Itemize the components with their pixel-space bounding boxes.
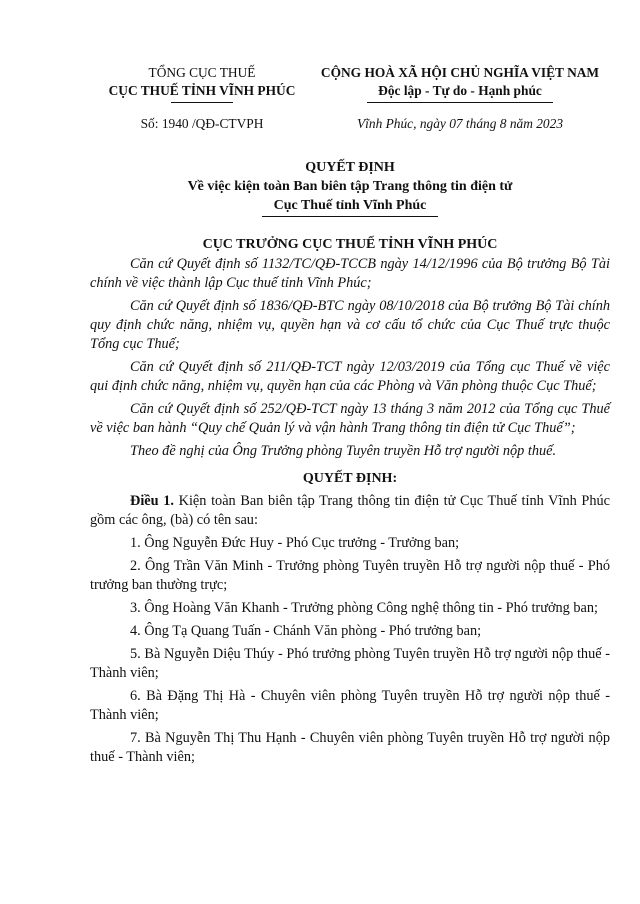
preamble-paragraph: Căn cứ Quyết định số 1132/TC/QĐ-TCCB ngày 14/12/1996 của Bộ trưởng Bộ Tài chính về việc thành lập Cục thuế tỉnh Vĩnh Phúc; [90,256,610,291]
issuing-authority: CỤC TRƯỞNG CỤC THUẾ TỈNH VĨNH PHÚC [202,237,498,252]
article-1 [90,492,610,530]
title-underline [262,216,438,217]
issuer-block [88,64,316,103]
reference-number: Số: 1940 /QĐ-CTVPH [140,116,264,131]
member-item: 4. Ông Tạ Quang Tuấn - Chánh Văn phòng - Phó trưởng ban; [130,623,482,639]
decision-heading: QUYẾT ĐỊNH: [302,471,398,486]
article-1-text: Kiện toàn Ban biên tập Trang thông tin điện tử Cục Thuế tỉnh Vĩnh Phúc gồm các ông, (bà) có tên sau: [90,493,610,528]
preamble-paragraph: Theo đề nghị của Ông Trưởng phòng Tuyên truyền Hỗ trợ người nộp thuế. [130,443,557,459]
preamble-paragraph: Căn cứ Quyết định số 211/QĐ-TCT ngày 12/03/2019 của Tổng cục Thuế về việc qui định chức năng, nhiệm vụ, quyền hạn của các Phòng và Văn phòng thuộc Cục Thuế; [90,359,610,394]
national-heading-block [312,64,608,103]
article-1-label: Điều 1. [130,493,174,509]
national-motto: Độc lập - Tự do - Hạnh phúc [378,83,542,98]
member-item: 1. Ông Nguyễn Đức Huy - Phó Cục trưởng - Trưởng ban; [130,535,460,551]
subject-line-2: Cục Thuế tỉnh Vĩnh Phúc [273,198,427,213]
parent-organization: TỔNG CỤC THUẾ [148,65,256,80]
document-body [90,235,610,771]
member-item: 2. Ông Trần Văn Minh - Trưởng phòng Tuyên truyền Hỗ trợ người nộp thuế - Phó trưởng ban thường trực; [90,558,610,593]
document-title-block [90,158,610,217]
member-item: 3. Ông Hoàng Văn Khanh - Trưởng phòng Công nghệ thông tin - Phó trưởng ban; [130,600,598,616]
national-title: CỘNG HOÀ XÃ HỘI CHỦ NGHĨA VIỆT NAM [320,65,600,80]
motto-underline [367,102,553,103]
issuing-organization: CỤC THUẾ TỈNH VĨNH PHÚC [108,83,296,98]
document-type: QUYẾT ĐỊNH [305,160,395,175]
member-item: 7. Bà Nguyễn Thị Thu Hạnh - Chuyên viên phòng Tuyên truyền Hỗ trợ người nộp thuế - Thành viên; [90,730,610,765]
issuer-underline [171,102,233,103]
member-item: 6. Bà Đặng Thị Hà - Chuyên viên phòng Tuyên truyền Hỗ trợ người nộp thuế - Thành viên; [90,688,610,723]
preamble-paragraph: Căn cứ Quyết định số 252/QĐ-TCT ngày 13 tháng 3 năm 2012 của Tổng cục Thuế về việc ban hành “Quy chế Quản lý và vận hành Trang thông tin điện tử Cục Thuế”; [90,401,610,436]
member-item: 5. Bà Nguyễn Diệu Thúy - Phó trưởng phòng Tuyên truyền Hỗ trợ người nộp thuế - Thành viên; [90,646,610,681]
preamble-paragraph: Căn cứ Quyết định số 1836/QĐ-BTC ngày 08/10/2018 của Bộ trưởng Bộ Tài chính quy định chức năng, nhiệm vụ, quyền hạn và cơ cấu tổ chức của Cục Thuế trực thuộc Tổng cục Thuế; [90,298,610,352]
place-and-date: Vĩnh Phúc, ngày 07 tháng 8 năm 2023 [356,116,564,131]
subject-line-1: Về việc kiện toàn Ban biên tập Trang thông tin điện tử [187,179,513,194]
